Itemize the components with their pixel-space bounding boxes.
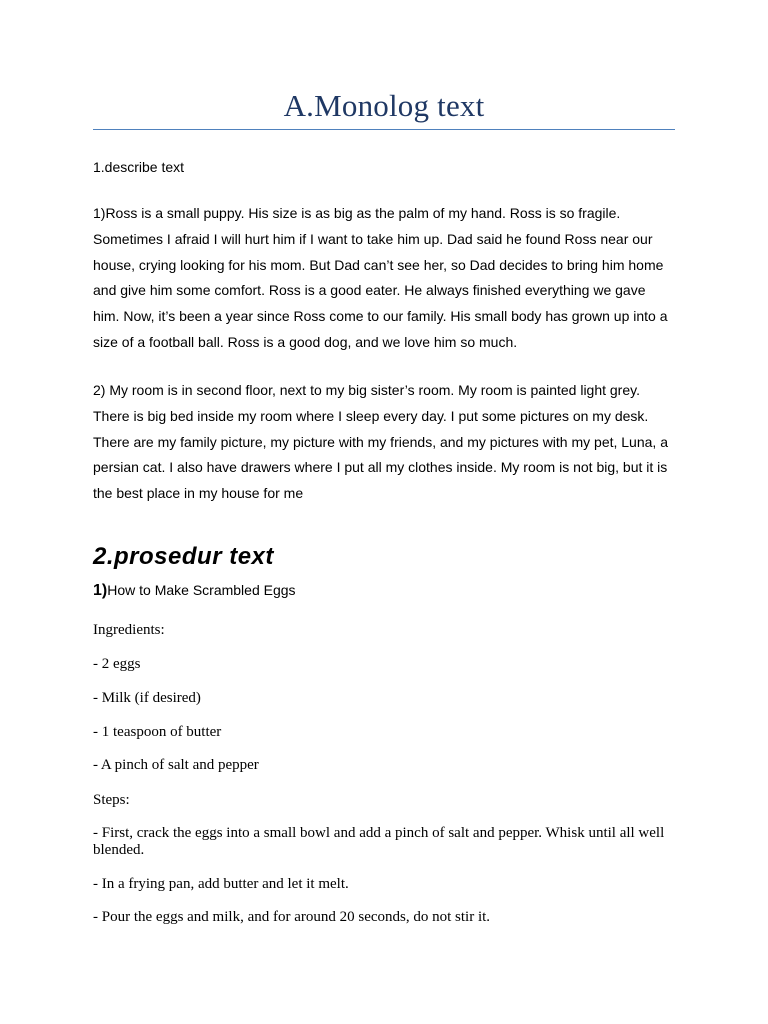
ingredient-item: - 2 eggs <box>93 656 141 672</box>
recipe-number: 1) <box>93 582 108 599</box>
ingredients-label: Ingredients: <box>93 622 165 638</box>
paragraph-ross: 1)Ross is a small puppy. His size is as big as the palm of my hand. Ross is so fragile. Sometimes I afraid I will hurt him if I want to take him up. Dad said he found Ross near our house, crying looking for his mom. But Dad can’t see her, so Dad decides to bring him home and give him some comfort. Ross is a good eater. He always finished everything we gave him. Now, it’s been a year since Ross come to our family. His small body has grown up into a size of a football ball. Ross is a good dog, and we love him so much. <box>93 205 668 350</box>
title-underline <box>93 129 675 130</box>
step-item: - In a frying pan, add butter and let it melt. <box>93 876 349 892</box>
recipe-title-text: How to Make Scrambled Eggs <box>107 582 296 598</box>
recipe-title <box>93 580 296 601</box>
ingredient-item: - 1 teaspoon of butter <box>93 724 222 740</box>
section1-heading: 1.describe text <box>93 159 185 175</box>
step-item: - Pour the eggs and milk, and for around 20 seconds, do not stir it. <box>93 909 491 925</box>
document-title: A.Monolog text <box>283 88 485 123</box>
section2-heading: 2.prosedur text <box>93 543 274 570</box>
steps-label: Steps: <box>93 792 130 808</box>
step-item: - First, crack the eggs into a small bowl and add a pinch of salt and pepper. Whisk until all well blended. <box>93 825 665 858</box>
paragraph-room: 2) My room is in second floor, next to my big sister’s room. My room is painted light grey. There is big bed inside my room where I sleep every day. I put some pictures on my desk. There are my family picture, my picture with my friends, and my pictures with my pet, Luna, a persian cat. I also have drawers where I put all my clothes inside. My room is not big, but it is the best place in my house for me <box>93 382 668 502</box>
ingredient-item: - Milk (if desired) <box>93 690 201 706</box>
ingredient-item: - A pinch of salt and pepper <box>93 757 259 773</box>
